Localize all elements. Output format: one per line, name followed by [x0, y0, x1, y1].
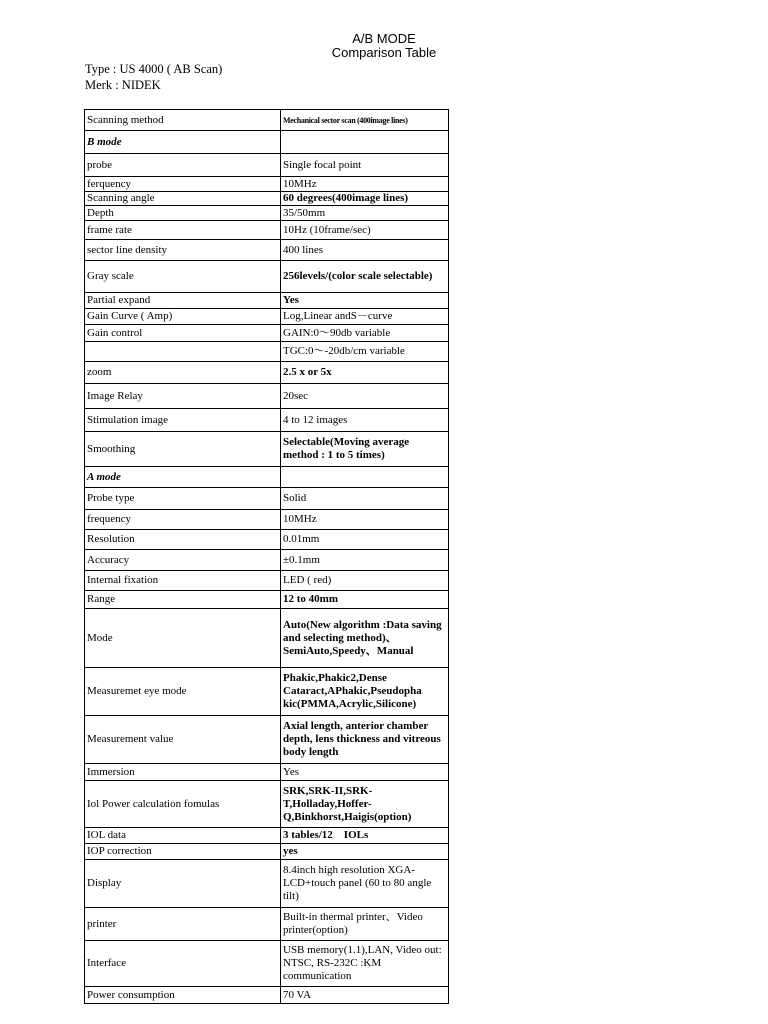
- row-label: Image Relay: [85, 384, 281, 409]
- table-row: [85, 987, 449, 1004]
- table-row: [85, 342, 449, 362]
- row-value: USB memory(1.1),LAN, Video out: NTSC, RS-232C :KM communication: [281, 941, 449, 987]
- row-value: 12 to 40mm: [281, 591, 449, 609]
- table-row: [85, 240, 449, 261]
- table-row: [85, 860, 449, 908]
- row-value: 10MHz: [281, 510, 449, 530]
- row-value: TGC:0～-20db/cm variable: [281, 342, 449, 362]
- row-label: Gain Curve ( Amp): [85, 309, 281, 325]
- row-value: 256levels/(color scale selectable): [281, 261, 449, 293]
- table-row: [85, 432, 449, 467]
- table-row: [85, 591, 449, 609]
- table-row: [85, 293, 449, 309]
- document-title: A/B MODE: [352, 31, 416, 46]
- row-value: yes: [281, 844, 449, 860]
- table-row: [85, 261, 449, 293]
- section-heading: A mode: [85, 467, 281, 488]
- row-label: Depth: [85, 206, 281, 221]
- row-label: printer: [85, 908, 281, 941]
- row-value: 60 degrees(400image lines): [281, 192, 449, 206]
- table-row: [85, 571, 449, 591]
- row-value: 35/50mm: [281, 206, 449, 221]
- row-value: 70 VA: [281, 987, 449, 1004]
- row-value: 10Hz (10frame/sec): [281, 221, 449, 240]
- row-label: IOL data: [85, 828, 281, 844]
- row-value: Solid: [281, 488, 449, 510]
- row-value: SRK,SRK-II,SRK-T,Holladay,Hoffer-Q,Binkhorst,Haigis(option): [281, 781, 449, 828]
- row-value: 2.5 x or 5x: [281, 362, 449, 384]
- row-label: frame rate: [85, 221, 281, 240]
- table-row: [85, 716, 449, 764]
- row-value: [281, 131, 449, 154]
- row-value: LED ( red): [281, 571, 449, 591]
- row-value: Auto(New algorithm :Data saving and selecting method)、SemiAuto,Speedy、Manual: [281, 609, 449, 668]
- comparison-table: [84, 109, 449, 1004]
- table-row: [85, 131, 449, 154]
- row-label: sector line density: [85, 240, 281, 261]
- row-label: Scanning method: [85, 110, 281, 131]
- row-value: GAIN:0～90db variable: [281, 325, 449, 342]
- row-value: [281, 467, 449, 488]
- row-label: Probe type: [85, 488, 281, 510]
- table-row: [85, 609, 449, 668]
- table-row: [85, 828, 449, 844]
- row-value: Axial length, anterior chamber depth, lens thickness and vitreous body length: [281, 716, 449, 764]
- row-label: Immersion: [85, 764, 281, 781]
- row-label: Scanning angle: [85, 192, 281, 206]
- row-label: Gray scale: [85, 261, 281, 293]
- table-row: [85, 177, 449, 192]
- table-row: [85, 844, 449, 860]
- table-row: [85, 908, 449, 941]
- row-value: Single focal point: [281, 154, 449, 177]
- row-value: ±0.1mm: [281, 550, 449, 571]
- row-value: 8.4inch high resolution XGA-LCD+touch panel (60 to 80 angle tilt): [281, 860, 449, 908]
- table-row: [85, 206, 449, 221]
- merk-line: Merk : NIDEK: [85, 78, 161, 92]
- row-value: Phakic,Phakic2,Dense Cataract,APhakic,Pseudopha kic(PMMA,Acrylic,Silicone): [281, 668, 449, 716]
- table-row: [85, 530, 449, 550]
- row-label: Measurement value: [85, 716, 281, 764]
- row-value: Built-in thermal printer、Video printer(option): [281, 908, 449, 941]
- row-label: Iol Power calculation fomulas: [85, 781, 281, 828]
- table-row: [85, 409, 449, 432]
- table-row: [85, 510, 449, 530]
- row-label: Measuremet eye mode: [85, 668, 281, 716]
- row-value: 400 lines: [281, 240, 449, 261]
- row-label: probe: [85, 154, 281, 177]
- row-label: ferquency: [85, 177, 281, 192]
- row-label: Stimulation image: [85, 409, 281, 432]
- table-row: [85, 467, 449, 488]
- table-row: [85, 221, 449, 240]
- row-label: Gain control: [85, 325, 281, 342]
- table-row: [85, 192, 449, 206]
- row-label: zoom: [85, 362, 281, 384]
- row-label: Smoothing: [85, 432, 281, 467]
- row-value: Mechanical sector scan (400image lines): [281, 110, 449, 131]
- row-value: Yes: [281, 764, 449, 781]
- table-row: [85, 384, 449, 409]
- table-row: [85, 488, 449, 510]
- row-label: Interface: [85, 941, 281, 987]
- document-subtitle: Comparison Table: [331, 45, 437, 60]
- row-label: Display: [85, 860, 281, 908]
- row-value: 10MHz: [281, 177, 449, 192]
- row-label: Power consumption: [85, 987, 281, 1004]
- row-value: 4 to 12 images: [281, 409, 449, 432]
- table-row: [85, 362, 449, 384]
- row-value: Log,Linear andS－curve: [281, 309, 449, 325]
- row-value: Selectable(Moving average method : 1 to 5 times): [281, 432, 449, 467]
- table-row: [85, 154, 449, 177]
- type-line: Type : US 4000 ( AB Scan): [85, 62, 223, 76]
- row-label: IOP correction: [85, 844, 281, 860]
- row-label: Accuracy: [85, 550, 281, 571]
- section-heading: B mode: [85, 131, 281, 154]
- table-row: [85, 550, 449, 571]
- row-label: Range: [85, 591, 281, 609]
- row-value: 3 tables/12 IOLs: [281, 828, 449, 844]
- table-row: [85, 110, 449, 131]
- row-label: Resolution: [85, 530, 281, 550]
- row-label: Mode: [85, 609, 281, 668]
- table-row: [85, 668, 449, 716]
- row-label: Partial expand: [85, 293, 281, 309]
- row-value: 0.01mm: [281, 530, 449, 550]
- table-row: [85, 325, 449, 342]
- row-value: Yes: [281, 293, 449, 309]
- row-label: frequency: [85, 510, 281, 530]
- table-row: [85, 941, 449, 987]
- table-row: [85, 764, 449, 781]
- table-row: [85, 309, 449, 325]
- row-value: 20sec: [281, 384, 449, 409]
- row-label: Internal fixation: [85, 571, 281, 591]
- row-label: [85, 342, 281, 362]
- table-row: [85, 781, 449, 828]
